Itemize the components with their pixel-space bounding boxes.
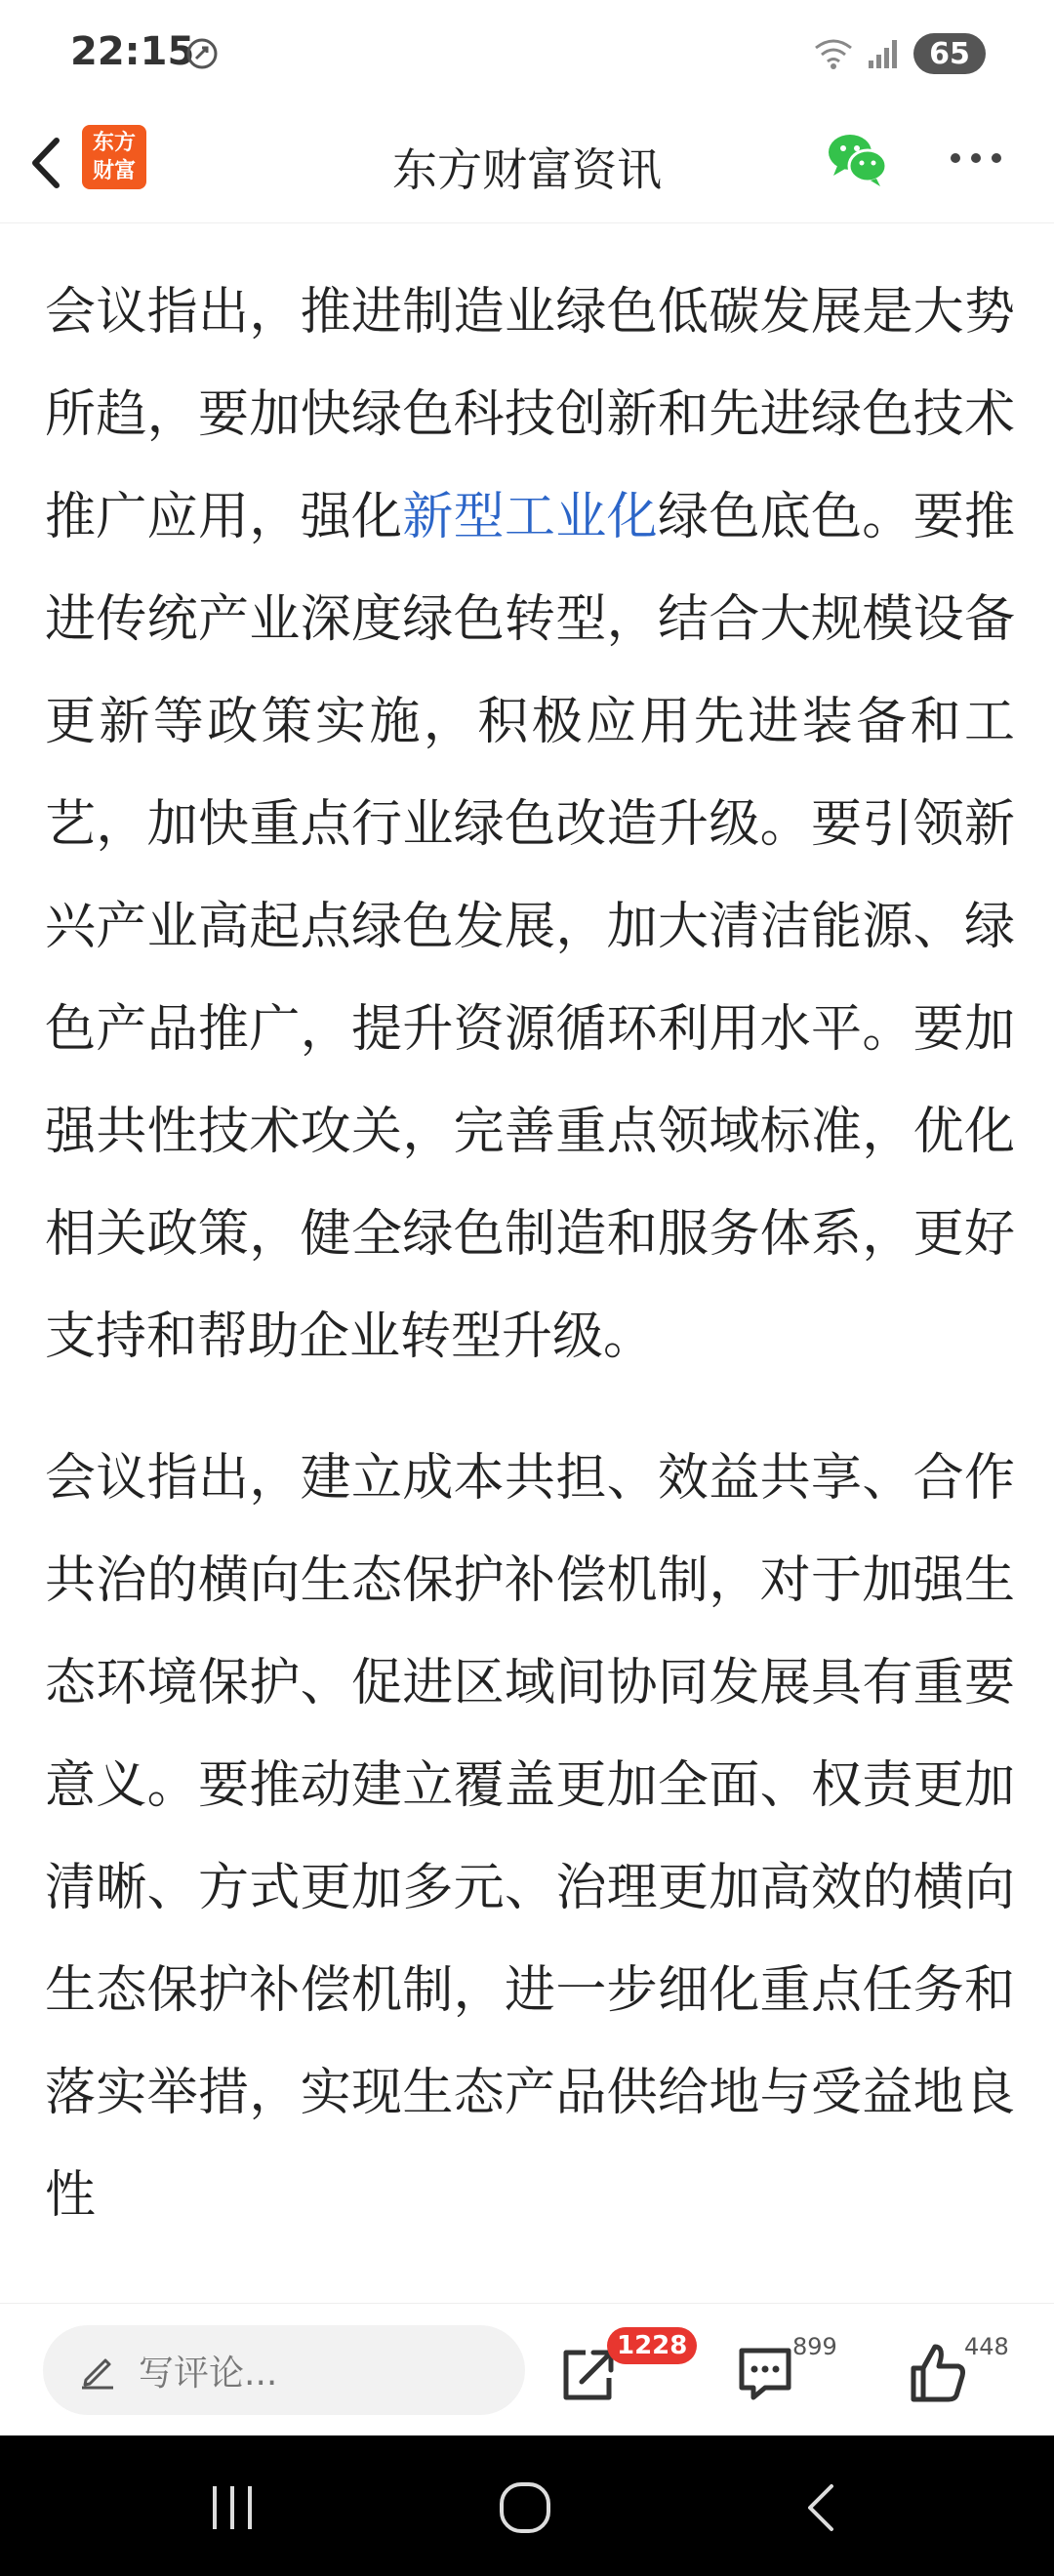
- battery-indicator: 65: [913, 33, 986, 74]
- comment-placeholder: 写评论...: [139, 2353, 278, 2394]
- paragraph-1-text-a: 会议指出，推进制造业绿色低碳发展是大势所趋，要加快绿色科技创新和先进绿色技术推广应用，强化: [45, 283, 1015, 546]
- share-count-badge: 1228: [607, 2327, 697, 2364]
- more-options-icon[interactable]: [949, 148, 1003, 168]
- paragraph-1-text-b: 绿色底色。要推进传统产业深度绿色转型，结合大规模设备更新等政策实施，积极应用先进装备和工艺，加快重点行业绿色改造升级。要引领新兴产业高起点绿色发展，加大清洁能源、绿色产品推广，提升资源循环利用水平。要加强共性技术攻关，完善重点领域标准，优化相关政策，健全绿色制造和服务体系，更好支持和帮助企业转型升级。: [45, 488, 1015, 1366]
- status-right: [812, 31, 986, 76]
- nfc-icon: [185, 37, 219, 70]
- home-icon[interactable]: [496, 2480, 554, 2535]
- recent-apps-icon[interactable]: [207, 2480, 258, 2535]
- comment-input[interactable]: [43, 2325, 525, 2415]
- system-nav-bar: [0, 2435, 1054, 2576]
- keyword-link-new-industrialization[interactable]: 新型工业化: [402, 488, 658, 546]
- status-time: 22:15: [70, 29, 195, 74]
- comment-count: 899: [792, 2333, 837, 2360]
- back-nav-icon[interactable]: [798, 2480, 847, 2535]
- wechat-icon[interactable]: [826, 131, 888, 187]
- wifi-icon: [812, 36, 855, 71]
- app-header: [0, 105, 1054, 223]
- article-paragraph-2: 会议指出，建立成本共担、效益共享、合作共治的横向生态保护补偿机制，对于加强生态环境保护、促进区域间协同发展具有重要意义。要推动建立覆盖更加全面、权责更加清晰、方式更加多元、治理更加高效的横向生态保护补偿机制，进一步细化重点任务和落实举措，实现生态产品供给地与受益地良性: [45, 1449, 1015, 2225]
- logo-line2: 财富: [92, 159, 136, 183]
- pencil-icon: [78, 2351, 117, 2390]
- comment-icon[interactable]: [736, 2341, 794, 2405]
- article-paragraph-1: [45, 262, 1015, 1389]
- status-bar: [0, 0, 1054, 105]
- logo-line1: 东方: [92, 131, 136, 155]
- signal-icon: [867, 37, 902, 70]
- like-thumb-icon[interactable]: [908, 2341, 968, 2405]
- bottom-action-bar: [0, 2303, 1054, 2436]
- article-body: [45, 262, 1015, 2286]
- page-title: 东方财富资讯: [392, 143, 662, 196]
- like-count: 448: [964, 2333, 1009, 2360]
